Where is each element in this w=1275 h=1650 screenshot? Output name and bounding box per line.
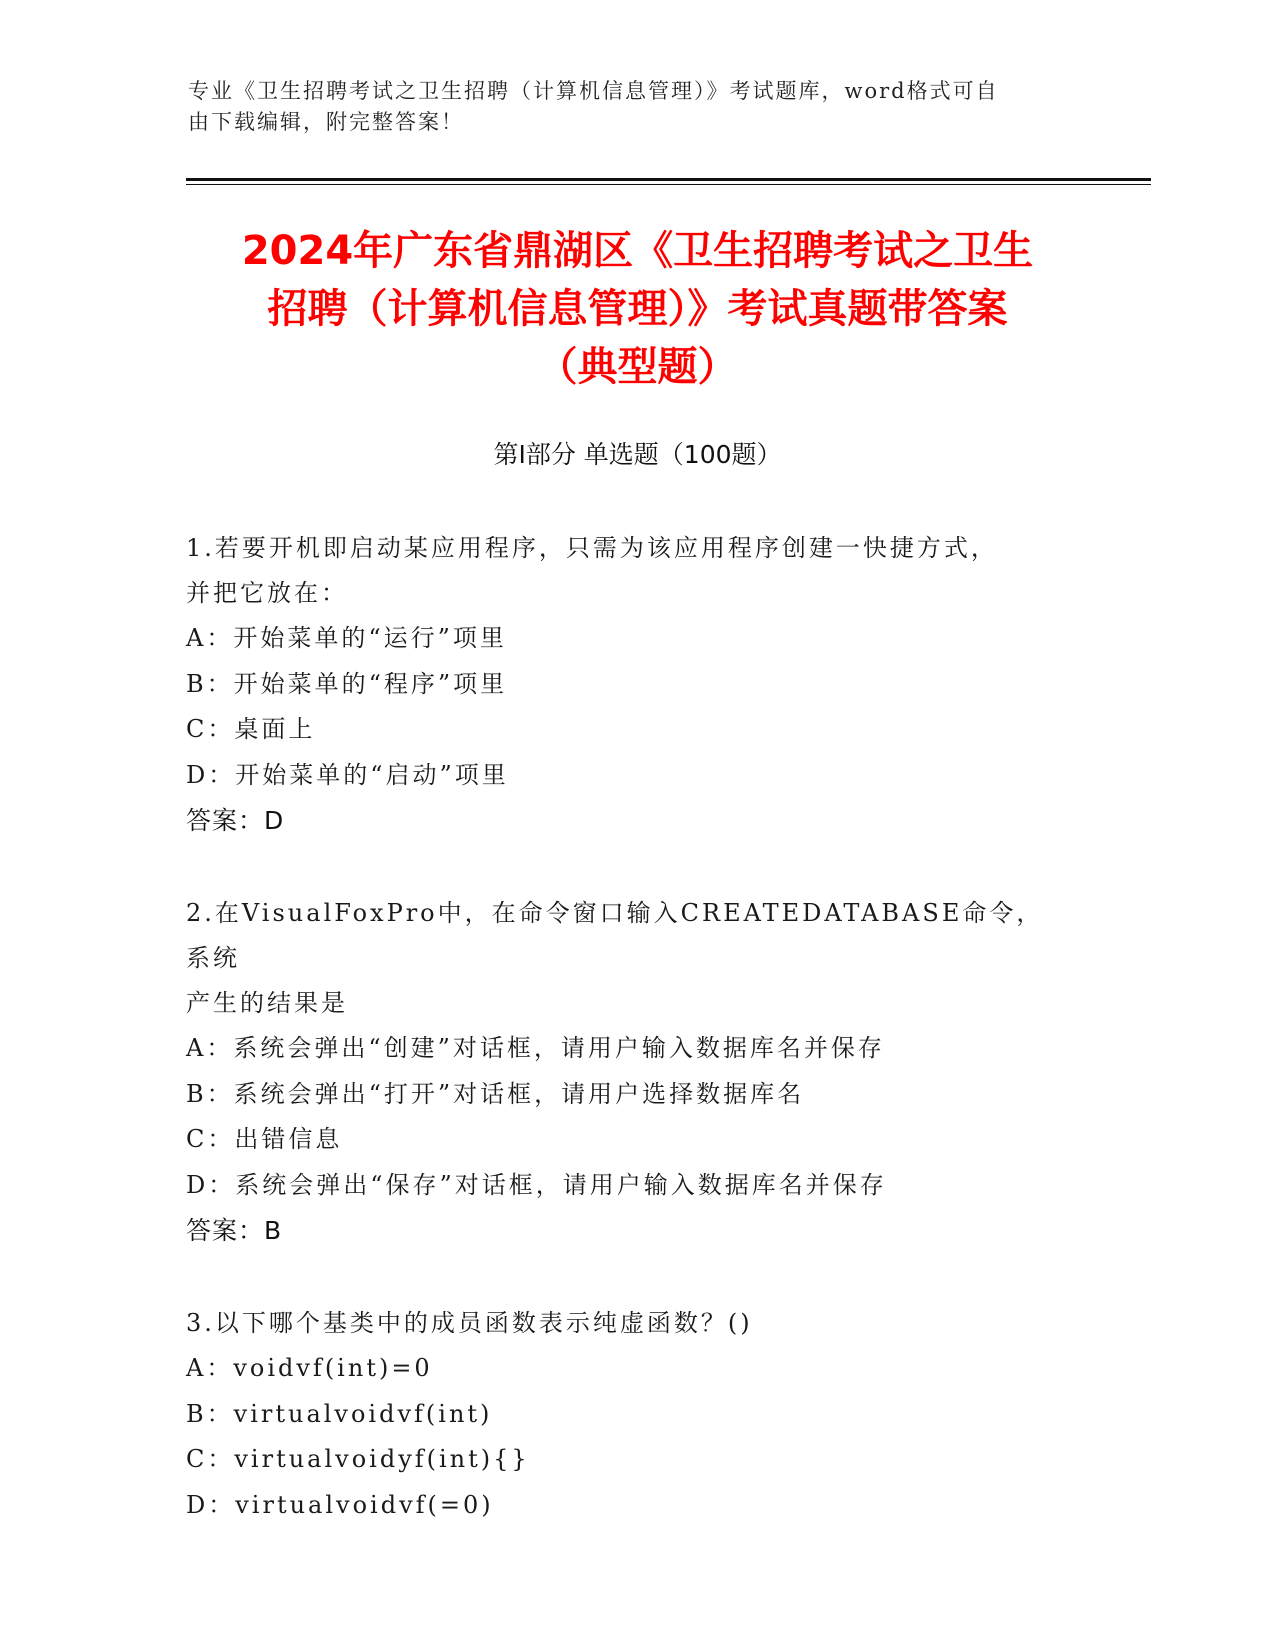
question-stem-line: 产生的结果是	[186, 989, 348, 1017]
document-title-line-2: 招聘（计算机信息管理）》考试真题带答案	[267, 286, 1008, 332]
answer-line: 答案：B	[186, 1216, 283, 1245]
header-note-line-1: 专业《卫生招聘考试之卫生招聘（计算机信息管理）》考试题库，word格式可自	[188, 79, 999, 103]
question-stem-line: 2.在VisualFoxPro中，在命令窗口输入CREATEDATABASE命令，系统	[186, 899, 1044, 972]
question-3	[186, 1301, 1066, 1528]
option-d: D：开始菜单的“启动”项里	[186, 760, 509, 789]
question-stem-line: 3.以下哪个基类中的成员函数表示纯虚函数？()	[186, 1309, 753, 1337]
option-c: C：桌面上	[186, 715, 316, 743]
document-title-line-3: （典型题）	[537, 344, 738, 390]
document-title	[150, 222, 1125, 396]
document-title-line-1: 2024年广东省鼎湖区《卫生招聘考试之卫生	[241, 228, 1034, 274]
option-a: A：系统会弹出“创建”对话框，请用户输入数据库名并保存	[186, 1034, 885, 1062]
option-d: D：virtualvoidvf(=0)	[186, 1490, 494, 1519]
option-b: B：开始菜单的“程序”项里	[186, 669, 508, 698]
question-1	[186, 526, 1066, 843]
option-c: C：出错信息	[186, 1125, 343, 1153]
question-stem-line: 并把它放在：	[186, 579, 348, 607]
answer-line: 答案：D	[186, 806, 285, 835]
question-stem-line: 1.若要开机即启动某应用程序，只需为该应用程序创建一快捷方式，	[186, 534, 998, 562]
section-title: 第I部分 单选题（100题）	[493, 440, 782, 469]
option-d: D：系统会弹出“保存”对话框，请用户输入数据库名并保存	[186, 1170, 887, 1199]
header-rule-thick	[186, 178, 1151, 181]
header-rule-thin	[186, 184, 1151, 185]
option-b: B：virtualvoidvf(int)	[186, 1399, 493, 1428]
header-note	[188, 76, 1088, 138]
option-b: B：系统会弹出“打开”对话框，请用户选择数据库名	[186, 1079, 805, 1108]
option-a: A：voidvf(int)=0	[186, 1354, 433, 1382]
question-list	[186, 526, 1066, 1576]
option-a: A：开始菜单的“运行”项里	[186, 624, 507, 652]
header-note-line-2: 由下载编辑，附完整答案！	[188, 110, 464, 134]
option-c: C：virtualvoidyf(int){}	[186, 1445, 530, 1473]
question-2	[186, 891, 1066, 1253]
